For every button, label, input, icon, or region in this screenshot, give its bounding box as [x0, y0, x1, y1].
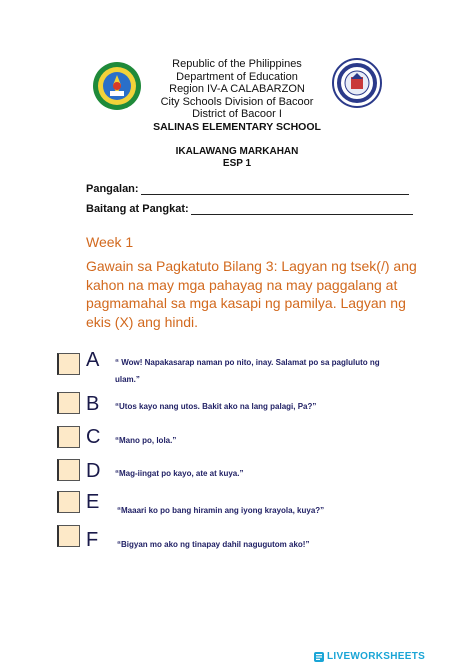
- answer-box-c[interactable]: [57, 426, 80, 448]
- name-field: [86, 183, 409, 195]
- week-label: Week 1: [86, 234, 134, 250]
- item-letter-a: A: [86, 349, 100, 371]
- footer-brand-text: LIVEWORKSHEETS: [327, 651, 426, 662]
- item-letter-f: F: [86, 529, 99, 551]
- header-line: City Schools Division of Bacoor: [160, 95, 314, 108]
- footer-brand: [314, 651, 425, 662]
- answer-box-d[interactable]: [57, 459, 80, 481]
- answer-box-b[interactable]: [57, 392, 80, 414]
- header-line: Department of Education: [176, 70, 298, 83]
- school-name: SALINAS ELEMENTARY SCHOOL: [153, 120, 321, 133]
- answer-box-a[interactable]: [57, 353, 80, 375]
- item-letter-e: E: [86, 491, 100, 513]
- item-letter-d: D: [86, 460, 101, 482]
- grade-field: [86, 203, 413, 215]
- grade-answer-line[interactable]: [191, 203, 413, 215]
- answer-box-e[interactable]: [57, 491, 80, 513]
- answer-box-f[interactable]: [57, 525, 80, 547]
- item-text-e: “Maaari ko po bang hiramin ang iyong krayola, kuya?”: [117, 506, 325, 515]
- item-text-f: “Bigyan mo ako ng tinapay dahil nagugutom ako!”: [117, 540, 310, 549]
- subject-title: ESP 1: [222, 158, 252, 169]
- grade-label: Baitang at Pangkat:: [86, 203, 189, 215]
- item-text-c: “Mano po, lola.”: [115, 436, 177, 445]
- item-text-a: “ Wow! Napakasarap naman po nito, inay. Salamat po sa pagluluto ng ulam.”: [115, 358, 380, 384]
- name-answer-line[interactable]: [141, 183, 409, 195]
- name-label: Pangalan:: [86, 183, 139, 195]
- school-header: [140, 58, 334, 134]
- item-letter-c: C: [86, 426, 101, 448]
- quarter-title: IKALAWANG MARKAHAN: [175, 146, 299, 157]
- header-line: Region IV-A CALABARZON: [169, 83, 305, 96]
- header-line: Republic of the Philippines: [172, 58, 302, 70]
- header-line: District of Bacoor I: [192, 108, 282, 121]
- quarter-heading: [140, 146, 334, 170]
- instructions-text: Gawain sa Pagkatuto Bilang 3: Lagyan ng tsek(/) ang kahon na may mga pahayag na may paggalang at pagmamahal sa mga kasapi ng pamilya. Lagyan ng ekis (X) ang hindi.: [86, 258, 417, 330]
- item-text-d: “Mag-iingat po kayo, ate at kuya.”: [115, 469, 244, 478]
- liveworksheets-logo-icon: [314, 652, 324, 662]
- item-letter-b: B: [86, 393, 100, 415]
- deped-seal-icon: [92, 61, 142, 111]
- item-text-b: “Utos kayo nang utos. Bakit ako na lang palagi, Pa?”: [115, 402, 317, 411]
- school-seal-icon: [332, 58, 382, 108]
